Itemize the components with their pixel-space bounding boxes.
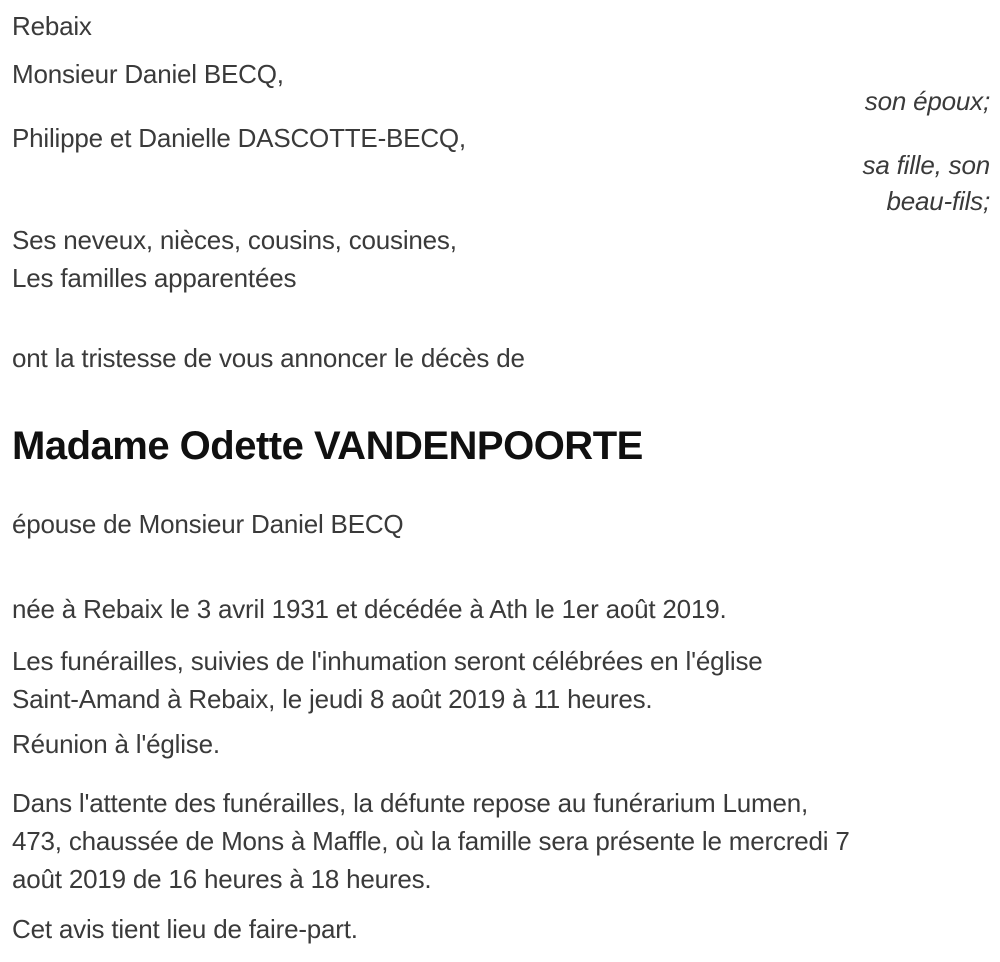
- mourner-related-families: Les familles apparentées: [12, 263, 297, 293]
- funeral-line-1: Les funérailles, suivies de l'inhumation seront célébrées en l'église: [12, 646, 763, 676]
- repose-line-2: 473, chaussée de Mons à Maffle, où la famille sera présente le mercredi 7: [12, 826, 850, 856]
- meeting-line: Réunion à l'église.: [12, 729, 220, 759]
- mourner-husband-name: Monsieur Daniel BECQ,: [12, 59, 284, 89]
- repose-line-3: août 2019 de 16 heures à 18 heures.: [12, 864, 432, 894]
- deceased-relation-line: épouse de Monsieur Daniel BECQ: [12, 509, 404, 539]
- mourner-children-relation-line-2: beau-fils;: [886, 186, 990, 216]
- repose-paragraph: [12, 784, 990, 898]
- funeral-paragraph: [12, 642, 990, 718]
- deceased-name-title: Madame Odette VANDENPOORTE: [12, 424, 643, 468]
- life-dates-line: née à Rebaix le 3 avril 1931 et décédée à Ath le 1er août 2019.: [12, 594, 727, 624]
- place-line: Rebaix: [12, 11, 92, 41]
- closing-line: Cet avis tient lieu de faire-part.: [12, 914, 358, 944]
- mourner-children-relation-line-1: sa fille, son: [862, 150, 990, 180]
- mourner-children-names: Philippe et Danielle DASCOTTE-BECQ,: [12, 123, 466, 153]
- repose-line-1: Dans l'attente des funérailles, la défunte repose au funérarium Lumen,: [12, 788, 809, 818]
- funeral-line-2: Saint-Amand à Rebaix, le jeudi 8 août 2019 à 11 heures.: [12, 684, 653, 714]
- mourner-extended-family: Ses neveux, nièces, cousins, cousines,: [12, 225, 457, 255]
- intro-line: ont la tristesse de vous annoncer le décès de: [12, 343, 525, 373]
- mourner-husband-relation: son époux;: [864, 86, 990, 116]
